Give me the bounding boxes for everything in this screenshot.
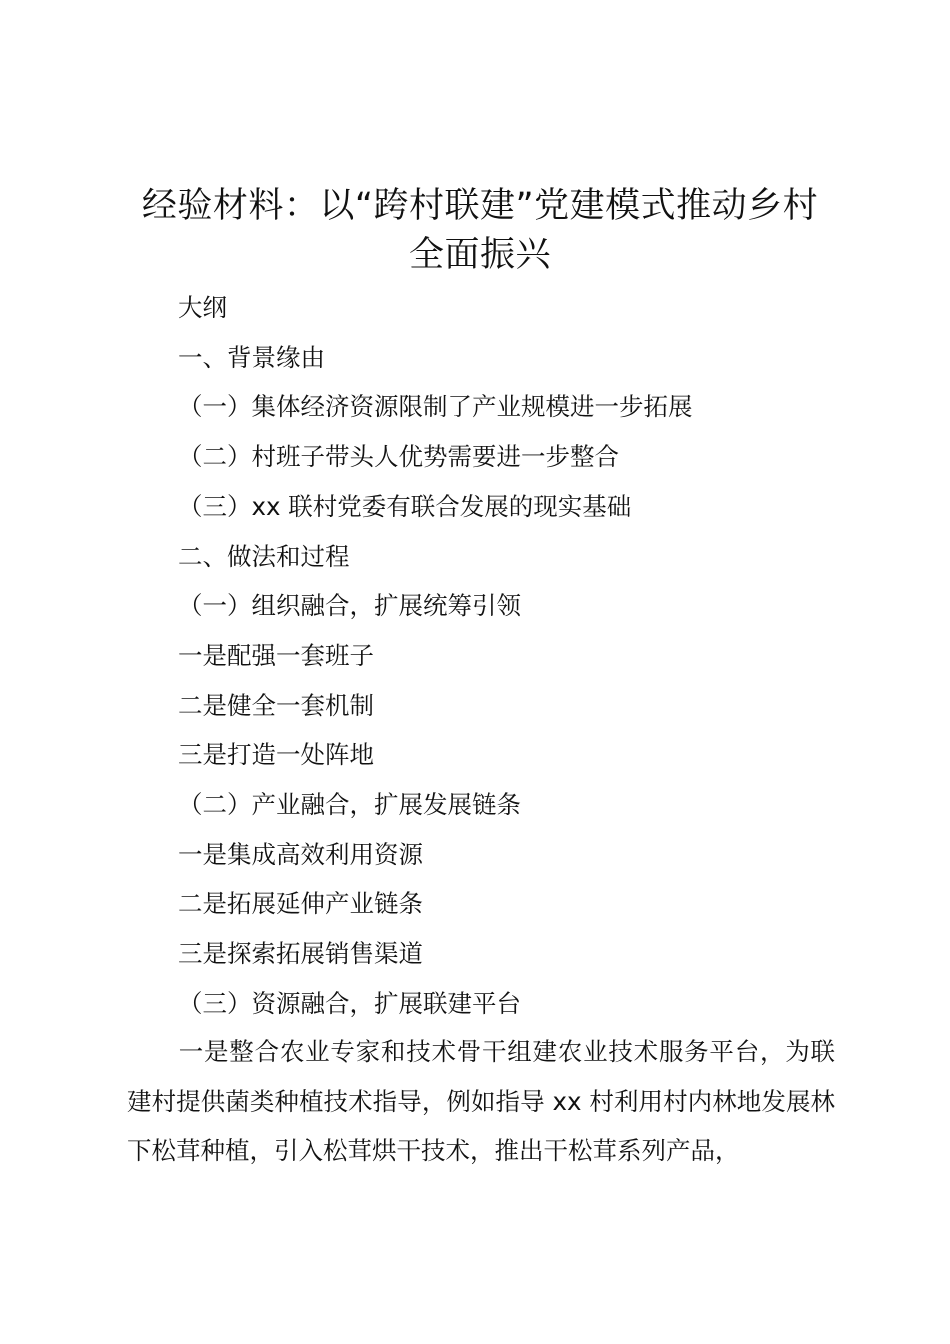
- outline-section-1: 一、背景缘由: [178, 342, 325, 372]
- outline-item: 三是探索拓展销售渠道: [178, 939, 423, 969]
- outline-item: 二是健全一套机制: [178, 690, 374, 720]
- outline-item: 一是集成高效利用资源: [178, 839, 423, 869]
- outline-item: （三）资源融合，扩展联建平台: [178, 988, 521, 1018]
- outline-list: [178, 283, 838, 1029]
- outline-item: 二是拓展延伸产业链条: [178, 889, 423, 919]
- document-title: [120, 182, 840, 280]
- outline-item: 三是打造一处阵地: [178, 740, 374, 770]
- outline-section-2: 二、做法和过程: [178, 541, 350, 571]
- outline-item: （一）组织融合，扩展统筹引领: [178, 591, 521, 621]
- body-line-2: 联建村提供菌类种植技术指导，例如指导 xx 村利用村内林地发: [127, 1037, 835, 1116]
- title-line-2: 全面振兴: [408, 235, 551, 275]
- body-line-3: 展林下松茸种植，引入松茸烘干技术，推出干松茸系列产品，: [127, 1086, 836, 1166]
- outline-item: （一）集体经济资源限制了产业规模进一步拓展: [178, 392, 693, 422]
- outline-item: （二）产业融合，扩展发展链条: [178, 790, 521, 820]
- outline-heading: 大纲: [178, 293, 227, 322]
- outline-item: （二）村班子带头人优势需要进一步整合: [178, 442, 619, 472]
- outline-item: （三）xx 联村党委有联合发展的现实基础: [178, 491, 632, 521]
- title-line-1: 经验材料：以“跨村联建”党建模式推动乡村: [141, 186, 819, 226]
- body-line-1: 一是整合农业专家和技术骨干组建农业技术服务平台，为: [178, 1037, 811, 1066]
- body-paragraph: [127, 1027, 835, 1176]
- outline-item: 一是配强一套班子: [178, 640, 374, 670]
